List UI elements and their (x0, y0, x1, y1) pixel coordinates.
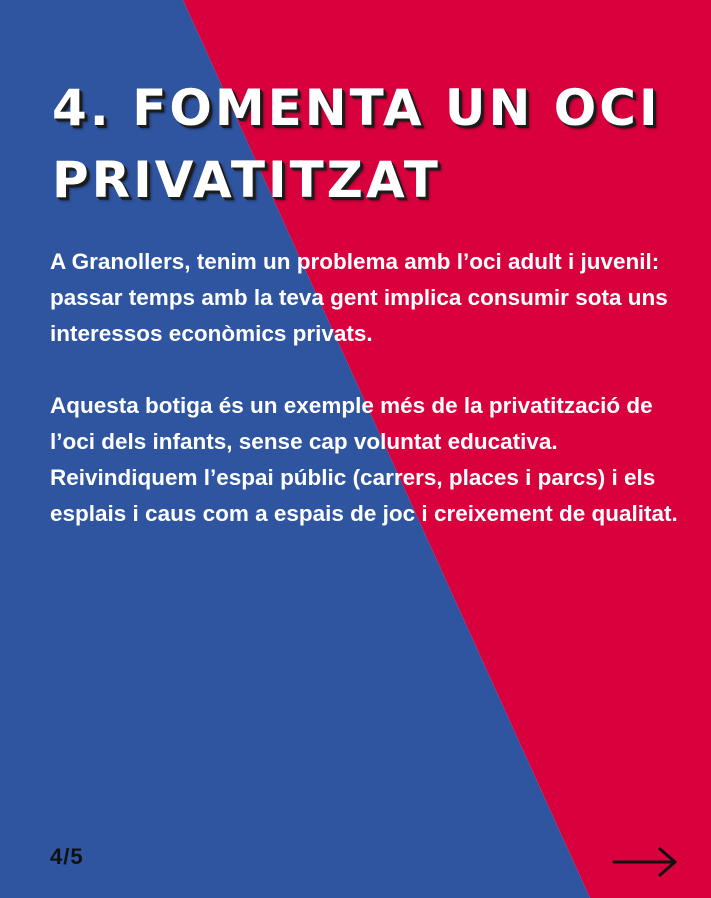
paragraph-2: Aquesta botiga és un exemple més de la privatització de l’oci dels infants, sense cap voluntat educativa. Reivindiquem l’espai públic (carrers, places i parcs) i els esplais i caus com a espais de joc i creixement de qualitat. (50, 393, 678, 526)
title-line-1: 4. FOMENTA UN OCI (52, 79, 661, 137)
body-text (50, 244, 680, 568)
title-line-2: PRIVATITZAT (52, 151, 441, 209)
arrow-right-icon[interactable] (612, 846, 678, 878)
paragraph-1: A Granollers, tenim un problema amb l’oci adult i juvenil: passar temps amb la teva gent implica consumir sota uns interessos econòmics privats. (50, 249, 668, 346)
page-counter: 4/5 (50, 844, 84, 869)
slide-title (52, 72, 692, 216)
